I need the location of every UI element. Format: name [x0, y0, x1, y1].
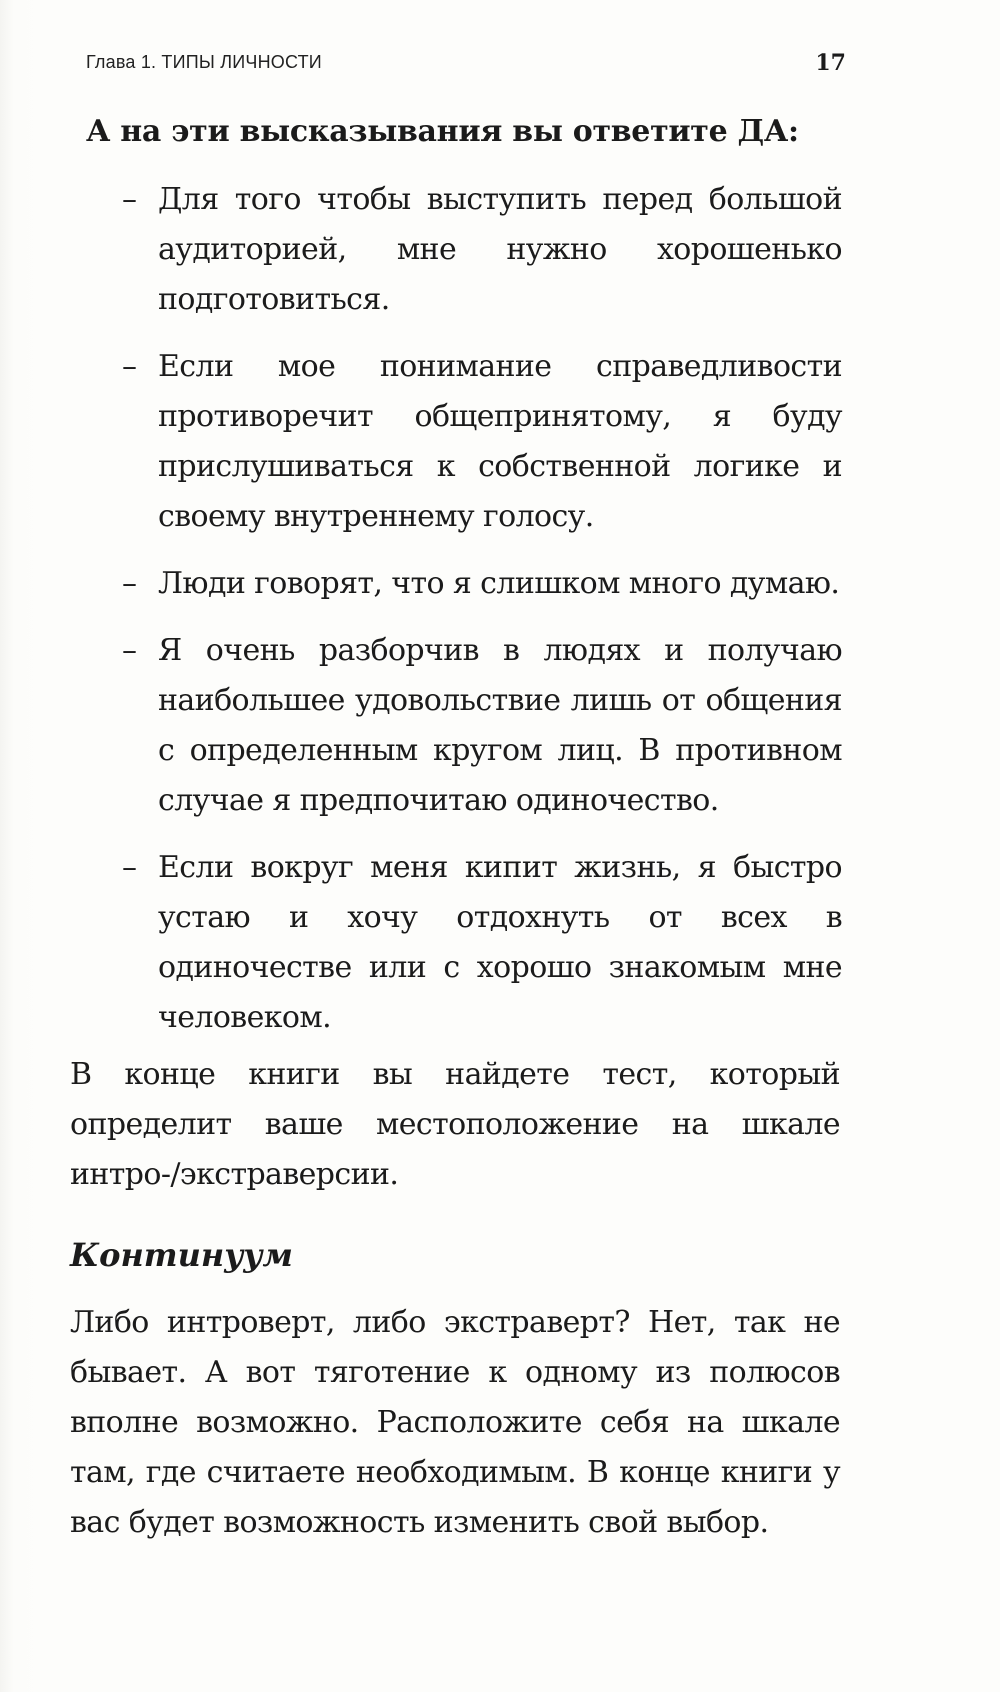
section-heading: Континуум [70, 1236, 293, 1274]
paragraph-continuum: Либо интроверт, либо экстраверт? Нет, так не бывает. А вот тяготение к одному из полюсов вполне возможно. Расположите себя на шкале там, где считаете необходимым. В конце книги у вас будет возможность изменить свой выбор. [70, 1305, 840, 1540]
dash-marker: – [122, 850, 137, 885]
list-item-text: Если мое понимание справедливости противоречит общепринятому, я буду прислушиваться к собственной логике и своему внутреннему голосу. [158, 349, 842, 534]
list-item [122, 342, 842, 542]
running-head: Глава 1. ТИПЫ ЛИЧНОСТИ [86, 52, 322, 72]
dash-marker: – [122, 633, 137, 668]
list-item-text: Люди говорят, что я слишком много думаю. [158, 566, 840, 601]
page-number: 17 [815, 50, 846, 76]
list-item [122, 843, 842, 1043]
list-item-text: Для того чтобы выступить перед большой аудиторией, мне нужно хорошенько подготовиться. [158, 182, 842, 317]
list-item [122, 626, 842, 826]
list-item [122, 559, 842, 609]
list-item-text: Я очень разборчив в людях и получаю наибольшее удовольствие лишь от общения с определенным кругом лиц. В противном случае я предпочитаю одиночество. [158, 633, 842, 818]
dash-marker: – [122, 182, 137, 217]
list-item-text: Если вокруг меня кипит жизнь, я быстро устаю и хочу отдохнуть от всех в одиночестве или с хорошо знакомым мне человеком. [158, 850, 842, 1035]
dash-marker: – [122, 566, 137, 601]
lead-statement: А на эти высказывания вы ответите ДА: [86, 114, 799, 149]
paragraph-test-note: В конце книги вы найдете тест, который определит ваше местоположение на шкале интро-/экстраверсии. [70, 1057, 840, 1192]
dash-marker: – [122, 349, 137, 384]
statement-list [122, 175, 842, 1060]
list-item [122, 175, 842, 325]
